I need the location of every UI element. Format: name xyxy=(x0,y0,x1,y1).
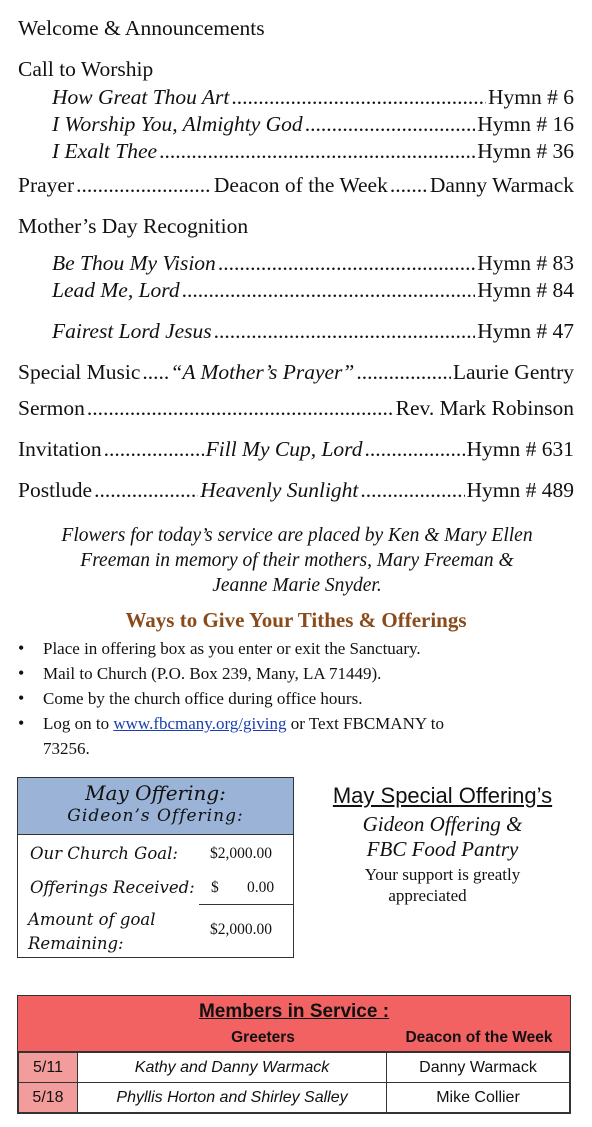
hymn-number: Hymn # 36 xyxy=(477,139,574,163)
deacon-cell: Mike Collier xyxy=(387,1083,570,1113)
greeters-column-header: Greeters xyxy=(231,1029,295,1046)
invitation-label: Invitation xyxy=(18,437,102,461)
leader-dots xyxy=(218,250,475,276)
support-line: Your support is greatly xyxy=(364,865,521,884)
received-value: 0.00 xyxy=(247,879,275,896)
flowers-line: Jeanne Marie Snyder. xyxy=(212,575,382,596)
hymn-title: How Great Thou Art xyxy=(52,85,230,109)
leader-dots xyxy=(356,359,450,385)
table-row xyxy=(19,1053,570,1083)
sum-line xyxy=(199,904,293,905)
received-currency: $ xyxy=(211,879,219,896)
list-item xyxy=(0,661,580,686)
leader-dots xyxy=(159,138,475,164)
list-item xyxy=(0,711,580,761)
leader-dots xyxy=(365,436,465,462)
giving-item: Come by the church office during office hours. xyxy=(43,689,363,708)
members-title: Members in Service : xyxy=(198,1001,390,1022)
sermon-row xyxy=(18,395,574,421)
hymn-number: Hymn # 16 xyxy=(477,112,574,136)
remaining-value: $2,000.00 xyxy=(210,921,272,938)
hymn-row xyxy=(52,84,574,110)
leader-dots xyxy=(94,477,198,503)
prayer-role: Deacon of the Week xyxy=(213,173,388,197)
offering-box-header xyxy=(18,778,293,835)
goal-value: $2,000.00 xyxy=(210,845,272,862)
postlude-row xyxy=(18,477,574,503)
leader-dots xyxy=(360,477,464,503)
offering-subtitle: Gideon’s Offering: xyxy=(67,806,244,826)
list-item xyxy=(0,686,580,711)
invitation-row xyxy=(18,436,574,462)
leader-dots xyxy=(214,318,476,344)
postlude-hymn: Hymn # 489 xyxy=(466,478,575,502)
sermon-preacher: Rev. Mark Robinson xyxy=(395,396,574,420)
service-date: 5/18 xyxy=(19,1083,78,1113)
hymn-row xyxy=(52,277,574,303)
giving-item-suffix: or Text FBCMANY to xyxy=(290,714,444,733)
members-rows xyxy=(18,1052,570,1113)
special-music-label: Special Music xyxy=(18,360,141,384)
received-label: Offerings Received: xyxy=(30,878,195,897)
hymn-number: Hymn # 84 xyxy=(477,278,574,302)
leader-dots xyxy=(182,277,476,303)
prayer-name: Danny Warmack xyxy=(429,173,574,197)
hymn-row xyxy=(52,318,574,344)
special-music-name: Laurie Gentry xyxy=(452,360,574,384)
members-header xyxy=(18,996,570,1052)
support-note xyxy=(300,864,585,906)
list-item xyxy=(0,636,580,661)
hymn-number: Hymn # 6 xyxy=(488,85,574,109)
hymn-row xyxy=(52,138,574,164)
leader-dots xyxy=(87,395,394,421)
postlude-title: Heavenly Sunlight xyxy=(200,478,359,502)
leader-dots xyxy=(142,359,168,385)
hymn-title: Lead Me, Lord xyxy=(52,278,180,302)
special-offering-line: Gideon Offering & xyxy=(362,812,523,836)
giving-link[interactable]: www.fbcmany.org/giving xyxy=(113,714,287,733)
invitation-title: Fill My Cup, Lord xyxy=(205,437,363,461)
support-line: appreciated xyxy=(388,886,467,905)
offering-title: May Offering: xyxy=(85,781,226,805)
leader-dots xyxy=(305,111,476,137)
deacon-column-header: Deacon of the Week xyxy=(405,1029,553,1046)
hymn-title: I Exalt Thee xyxy=(52,139,158,163)
welcome-heading: Welcome & Announcements xyxy=(18,16,265,40)
giving-item: Mail to Church (P.O. Box 239, Many, LA 71449). xyxy=(43,664,382,683)
members-table xyxy=(17,995,571,1114)
remaining-label-line: Remaining: xyxy=(28,934,124,953)
hymn-row xyxy=(52,250,574,276)
service-date: 5/11 xyxy=(19,1053,78,1083)
giving-item-continued: 73256. xyxy=(43,739,90,758)
hymn-row xyxy=(52,111,574,137)
special-offering-names xyxy=(300,812,585,862)
leader-dots xyxy=(104,436,204,462)
invitation-hymn: Hymn # 631 xyxy=(466,437,575,461)
prayer-label: Prayer xyxy=(18,173,75,197)
special-music-row xyxy=(18,359,574,385)
giving-item: Place in offering box as you enter or exit the Sanctuary. xyxy=(43,639,421,658)
leader-dots xyxy=(390,172,428,198)
leader-dots xyxy=(76,172,212,198)
hymn-title: Fairest Lord Jesus xyxy=(52,319,212,343)
greeters-cell: Phyllis Horton and Shirley Salley xyxy=(78,1083,387,1113)
flowers-note xyxy=(14,523,580,598)
prayer-row xyxy=(18,172,574,198)
postlude-label: Postlude xyxy=(18,478,93,502)
goal-label: Our Church Goal: xyxy=(30,844,178,863)
hymn-number: Hymn # 47 xyxy=(477,319,574,343)
remaining-label-line: Amount of goal xyxy=(28,910,156,929)
special-offering-line: FBC Food Pantry xyxy=(366,837,519,861)
remaining-label xyxy=(28,908,156,956)
table-row xyxy=(19,1083,570,1113)
mothers-day-heading: Mother’s Day Recognition xyxy=(18,214,249,238)
special-music-title: “A Mother’s Prayer” xyxy=(170,360,355,384)
greeters-cell: Kathy and Danny Warmack xyxy=(78,1053,387,1083)
flowers-line: Flowers for today’s service are placed by Ken & Mary Ellen xyxy=(61,525,533,546)
hymn-title: I Worship You, Almighty God xyxy=(52,112,303,136)
deacon-cell: Danny Warmack xyxy=(387,1053,570,1083)
call-to-worship-heading: Call to Worship xyxy=(18,57,154,81)
offering-box xyxy=(17,777,294,958)
giving-item-prefix: Log on to xyxy=(43,714,110,733)
sermon-label: Sermon xyxy=(18,396,85,420)
flowers-line: Freeman in memory of their mothers, Mary Freeman & xyxy=(80,550,514,571)
hymn-title: Be Thou My Vision xyxy=(52,251,216,275)
giving-heading: Ways to Give Your Tithes & Offerings xyxy=(125,608,467,632)
hymn-number: Hymn # 83 xyxy=(477,251,574,275)
leader-dots xyxy=(231,84,486,110)
special-offering-heading: May Special Offering’s xyxy=(332,783,553,808)
giving-list xyxy=(0,636,580,761)
